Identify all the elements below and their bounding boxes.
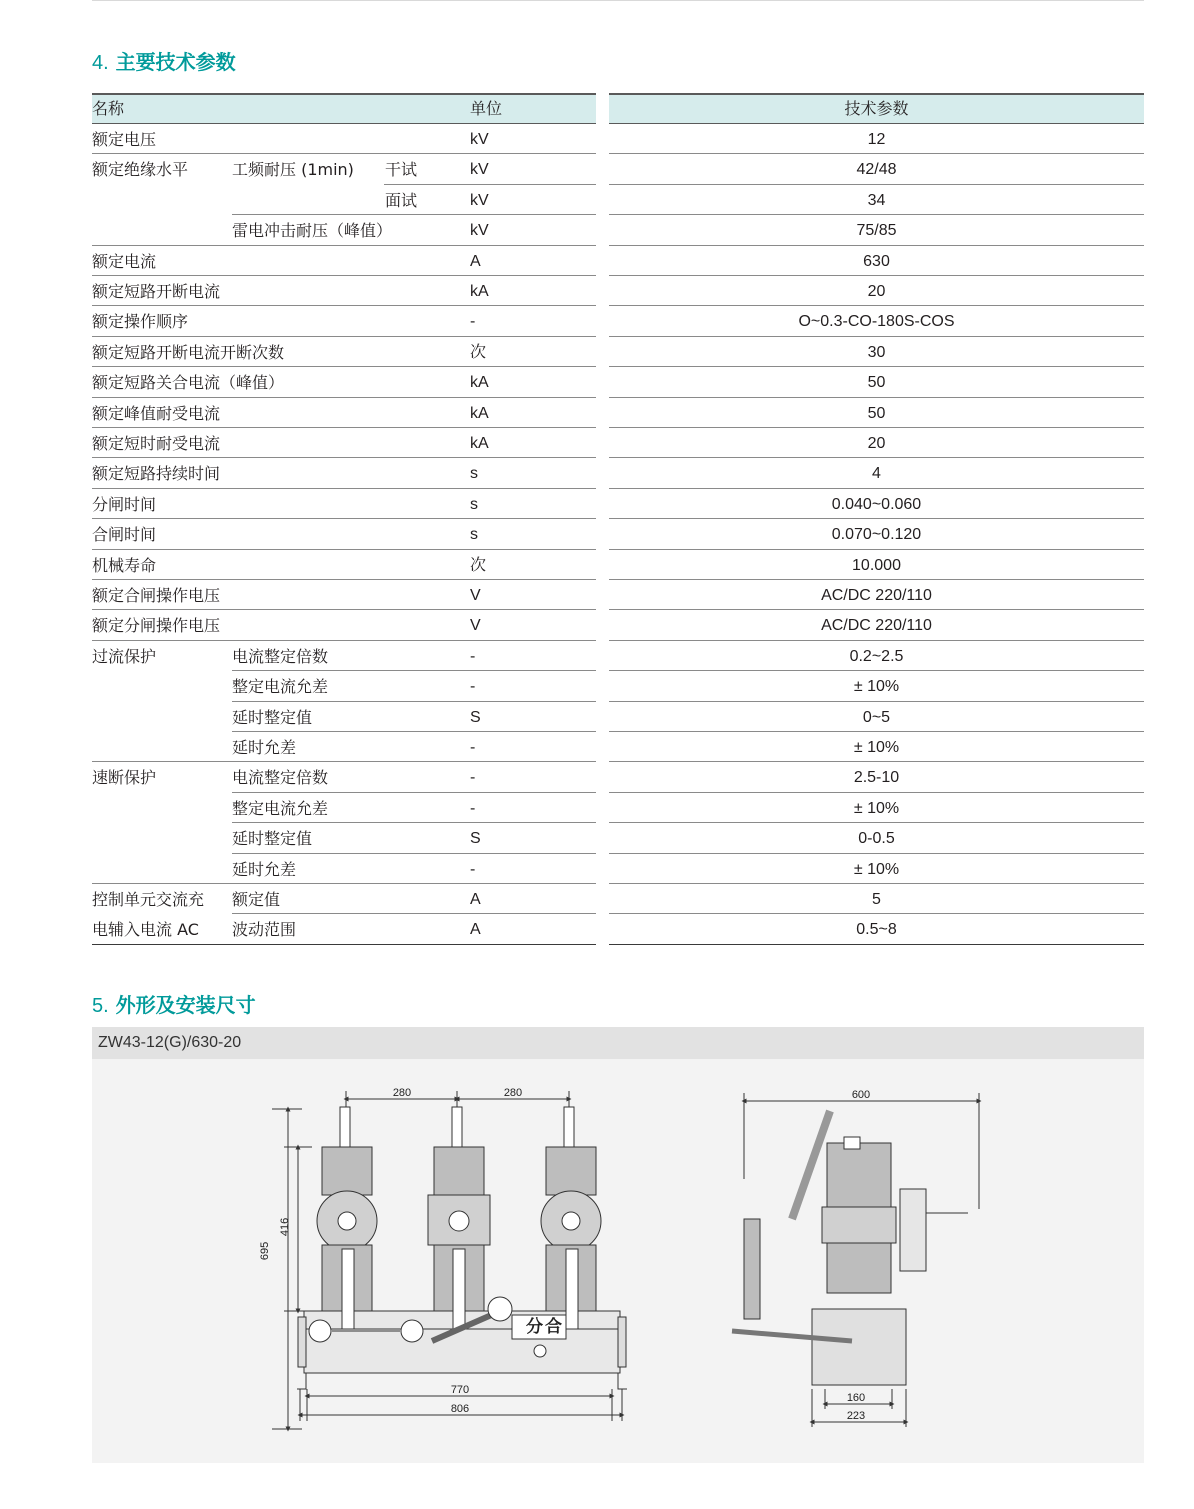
dim-pitch-right: 280	[503, 1087, 523, 1099]
table-row	[609, 610, 1144, 640]
table-row	[92, 732, 596, 762]
table-row	[92, 702, 596, 732]
section-title-dimensions	[92, 989, 256, 1018]
cell-unit: kA	[470, 374, 489, 392]
header-name: 名称	[92, 99, 125, 118]
cell-unit: kV	[470, 191, 489, 209]
cell-c2: 电流整定倍数	[232, 646, 329, 666]
cell-value: 2.5-10	[853, 769, 900, 787]
table-row	[92, 246, 596, 276]
cell-value: 5	[872, 891, 881, 908]
cell-unit: -	[470, 678, 476, 696]
table-row	[92, 398, 596, 428]
row-rule	[609, 944, 1144, 946]
cell-c2: 延时整定值	[232, 707, 313, 727]
cell-value: 0.070~0.120	[831, 526, 922, 544]
table-row	[92, 337, 596, 367]
cell-c1: 控制单元交流充	[92, 890, 205, 909]
table-row	[92, 489, 596, 519]
cell-value: ± 10%	[853, 799, 900, 817]
cell-c2: 额定值	[232, 890, 281, 909]
cell-c2: 延时允差	[232, 859, 297, 879]
dim-width-outer: 806	[450, 1403, 470, 1415]
cell-unit: -	[470, 313, 476, 331]
table-row	[609, 762, 1144, 792]
table-row	[92, 610, 596, 640]
table-row	[609, 854, 1144, 884]
cell-unit: 次	[470, 343, 487, 361]
table-row	[609, 154, 1144, 184]
section-label: 外形及安装尺寸	[115, 993, 256, 1017]
cell-c1: 额定短路开断电流开断次数	[92, 342, 285, 362]
cell-unit: A	[470, 252, 481, 270]
cell-c1: 额定电流	[92, 251, 157, 271]
table-row	[609, 884, 1144, 914]
dim-height-upper: 416	[279, 1217, 291, 1237]
table-row	[609, 641, 1144, 671]
table-row	[92, 762, 596, 792]
table-row	[92, 884, 596, 914]
table-row	[92, 580, 596, 610]
cell-value: ± 10%	[853, 678, 900, 696]
cell-c1: 额定短路持续时间	[92, 464, 221, 484]
cell-c1: 机械寿命	[92, 555, 157, 575]
cell-value: AC/DC 220/110	[821, 587, 932, 604]
cell-value: 75/85	[856, 222, 897, 240]
cell-value: 34	[867, 191, 886, 209]
row-rule	[92, 944, 596, 946]
dim-side-width: 600	[851, 1089, 871, 1101]
table-row	[609, 185, 1144, 215]
cell-c2: 工频耐压 (1min)	[232, 160, 354, 180]
cell-c2: 延时允差	[232, 738, 297, 757]
table-row	[609, 337, 1144, 367]
drawing-header	[92, 1027, 1144, 1059]
spec-table-left	[92, 93, 596, 940]
cell-c3: 面试	[385, 190, 418, 210]
cell-value: 12	[867, 131, 886, 148]
header-value: 技术参数	[844, 99, 909, 118]
table-row	[609, 580, 1144, 610]
table-row	[92, 854, 596, 884]
section-label: 主要技术参数	[115, 50, 236, 74]
cell-unit: s	[470, 526, 478, 544]
table-row	[609, 702, 1144, 732]
table-row	[609, 306, 1144, 336]
cell-c1: 额定分闸操作电压	[92, 616, 221, 636]
table-row	[609, 732, 1144, 762]
label-open: 分	[526, 1317, 543, 1337]
cell-c2: 延时整定值	[232, 829, 313, 849]
cell-value: ± 10%	[853, 860, 900, 878]
technical-drawing	[92, 1059, 1144, 1463]
table-row	[609, 489, 1144, 519]
table-row	[609, 398, 1144, 428]
dim-base-inner: 160	[846, 1392, 866, 1404]
table-row	[92, 641, 596, 671]
cell-value: 20	[867, 435, 886, 452]
cell-c1: 额定短路开断电流	[92, 282, 221, 301]
table-row	[609, 124, 1144, 154]
model-label: ZW43-12(G)/630-20	[98, 1034, 242, 1051]
table-row	[92, 276, 596, 306]
table-row	[92, 671, 596, 701]
cell-value: 0.5~8	[856, 921, 897, 939]
cell-unit: V	[470, 587, 481, 604]
table-row	[92, 793, 596, 823]
cell-value: 4	[872, 465, 881, 483]
cell-value: AC/DC 220/110	[821, 617, 932, 635]
table-row	[92, 823, 596, 853]
table-row	[609, 793, 1144, 823]
cell-value: 30	[867, 343, 886, 361]
spec-table-right	[609, 93, 1144, 939]
cell-value: ± 10%	[853, 739, 900, 756]
cell-c1: 额定电压	[92, 130, 157, 149]
cell-unit: kA	[470, 404, 489, 422]
table-row	[92, 519, 596, 549]
cell-value: O~0.3-CO-180S-COS	[798, 313, 955, 331]
cell-c3: 干试	[385, 160, 418, 180]
cell-c1: 电辅入电流 AC	[92, 920, 199, 940]
cell-unit: s	[470, 495, 478, 513]
cell-unit: V	[470, 617, 481, 635]
cell-unit: kV	[470, 161, 489, 179]
top-rule	[92, 0, 1144, 1]
header-unit: 单位	[470, 99, 503, 118]
cell-unit: S	[470, 708, 481, 726]
cell-unit: -	[470, 799, 476, 817]
section-number: 4.	[92, 52, 109, 74]
cell-value: 0.2~2.5	[849, 647, 904, 665]
side-view	[732, 1093, 979, 1427]
table-row	[609, 519, 1144, 549]
cell-unit: S	[470, 830, 481, 848]
cell-c1: 额定短路关合电流（峰值）	[92, 373, 285, 393]
cell-value: 0-0.5	[858, 830, 895, 848]
cell-c2: 电流整定倍数	[232, 768, 329, 788]
dim-width-inner: 770	[450, 1384, 470, 1396]
table-row	[609, 458, 1144, 488]
cell-unit: -	[470, 647, 476, 665]
cell-c1: 合闸时间	[92, 525, 157, 545]
cell-c2: 波动范围	[232, 920, 297, 940]
table-row	[609, 428, 1144, 458]
label-close: 合	[545, 1317, 562, 1337]
cell-value: 42/48	[856, 161, 897, 179]
section-number: 5.	[92, 995, 109, 1017]
table-row	[92, 367, 596, 397]
table-row	[92, 154, 596, 184]
cell-c1: 额定操作顺序	[92, 312, 189, 332]
table-row	[92, 458, 596, 488]
table-row	[609, 550, 1144, 580]
cell-c1: 分闸时间	[92, 494, 157, 514]
table-row	[92, 185, 596, 215]
cell-value: 50	[867, 374, 886, 392]
cell-c2: 整定电流允差	[232, 798, 329, 818]
cell-c2: 雷电冲击耐压（峰值）	[232, 221, 393, 241]
table-row	[609, 914, 1144, 944]
dim-height-total: 695	[259, 1241, 271, 1261]
table-row	[92, 428, 596, 458]
cell-unit: 次	[470, 556, 487, 574]
cell-unit: -	[470, 739, 476, 756]
cell-unit: A	[470, 891, 481, 908]
table-row	[609, 823, 1144, 853]
cell-value: 0.040~0.060	[831, 495, 922, 513]
table-row	[92, 550, 596, 580]
drawing-area	[92, 1059, 1144, 1463]
table-row	[92, 215, 596, 245]
table-header-left	[92, 93, 596, 124]
cell-unit: kV	[470, 222, 489, 240]
cell-c1: 额定峰值耐受电流	[92, 403, 221, 423]
cell-c2: 整定电流允差	[232, 677, 329, 697]
cell-value: 50	[867, 404, 886, 422]
section-title-specs	[92, 46, 236, 75]
cell-value: 0~5	[862, 708, 891, 726]
table-row	[92, 914, 596, 944]
cell-value: 630	[863, 252, 890, 270]
table-row	[609, 367, 1144, 397]
cell-unit: kA	[470, 435, 489, 452]
cell-c1: 额定合闸操作电压	[92, 586, 221, 605]
cell-unit: -	[470, 769, 476, 787]
cell-unit: -	[470, 860, 476, 878]
cell-unit: A	[470, 921, 481, 939]
table-row	[609, 276, 1144, 306]
table-row	[92, 124, 596, 154]
dim-pitch-left: 280	[392, 1087, 412, 1099]
dim-base-outer: 223	[846, 1410, 866, 1422]
table-row	[609, 215, 1144, 245]
table-row	[609, 246, 1144, 276]
cell-c1: 速断保护	[92, 768, 157, 788]
cell-unit: kV	[470, 131, 489, 148]
table-row	[92, 306, 596, 336]
cell-value: 20	[867, 283, 886, 300]
cell-c1: 过流保护	[92, 646, 157, 666]
cell-unit: kA	[470, 283, 489, 300]
cell-value: 10.000	[852, 556, 901, 574]
table-header-right	[609, 93, 1144, 124]
cell-c1: 额定短时耐受电流	[92, 434, 221, 453]
cell-unit: s	[470, 465, 478, 483]
front-view	[272, 1091, 627, 1429]
cell-c1: 额定绝缘水平	[92, 160, 189, 180]
table-row	[609, 671, 1144, 701]
